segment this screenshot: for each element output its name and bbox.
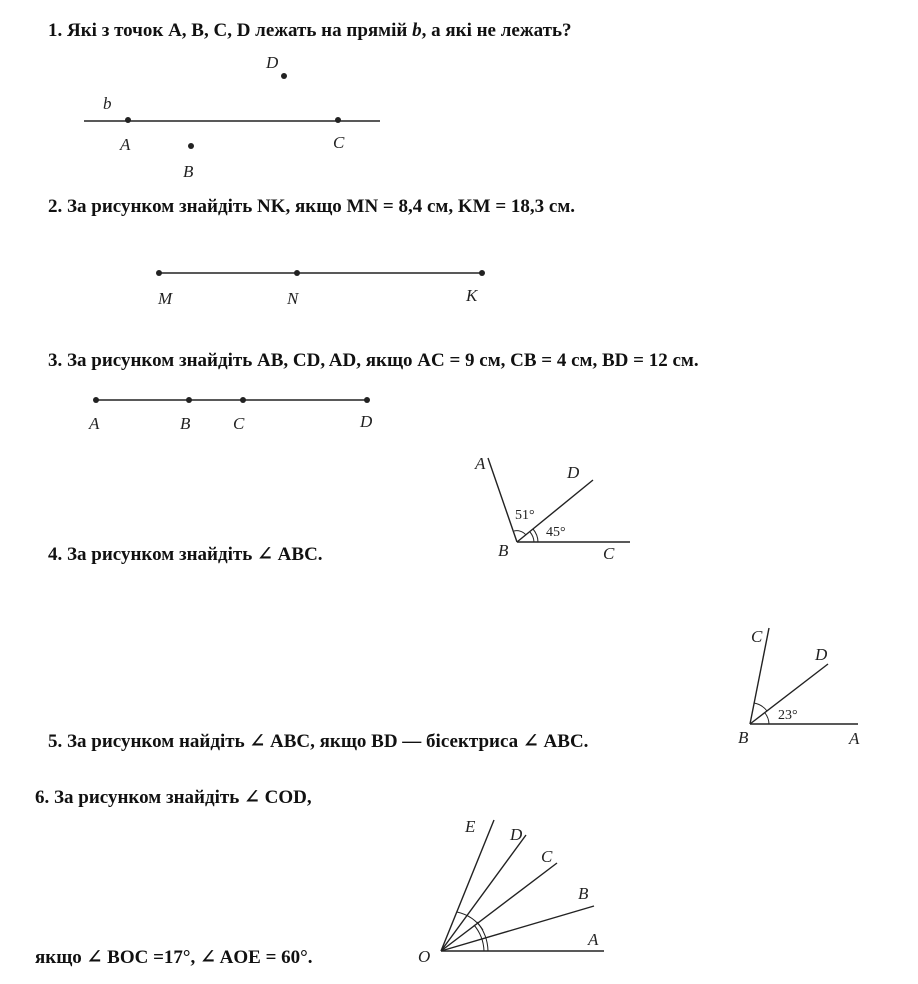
point-c — [335, 117, 341, 123]
point-c — [240, 397, 246, 403]
label-a: A — [588, 930, 599, 949]
angle-arc-dba — [765, 713, 769, 724]
figure-3 — [88, 397, 373, 433]
question-6-condition: якщо ∠ BOC =17°, ∠ AOE = 60°. — [35, 947, 313, 968]
label-a: A — [89, 414, 100, 433]
point-d — [281, 73, 287, 79]
angle-label-45: 45° — [546, 525, 566, 540]
label-b: B — [738, 728, 749, 747]
label-d: D — [360, 412, 373, 431]
ray-ob — [441, 906, 594, 951]
label-k: K — [466, 286, 478, 305]
point-a — [125, 117, 131, 123]
angle-arc-outer — [477, 922, 488, 951]
figure-2 — [156, 270, 485, 308]
question-3: 3. За рисунком знайдіть AB, CD, AD, якщо AC = 9 см, CB = 4 см, BD = 12 см. — [48, 350, 699, 371]
point-k — [479, 270, 485, 276]
question-1-text: 1. Які з точок A, B, C, D лежать на прямій — [48, 20, 413, 41]
point-a — [93, 397, 99, 403]
label-d: D — [815, 645, 828, 664]
label-c: C — [751, 627, 763, 646]
label-b: B — [183, 162, 194, 181]
label-a: A — [475, 454, 486, 473]
label-b: B — [180, 414, 191, 433]
question-4: 4. За рисунком знайдіть ∠ ABC. — [48, 544, 323, 565]
point-b — [186, 397, 192, 403]
point-b — [188, 143, 194, 149]
figure-4 — [474, 454, 630, 563]
question-2: 2. За рисунком знайдіть NK, якщо MN = 8,4 см, KM = 18,3 см. — [48, 196, 576, 217]
label-a: A — [849, 729, 860, 748]
label-c: C — [233, 414, 245, 433]
question-5: 5. За рисунком найдіть ∠ ABC, якщо BD — бісектриса ∠ ABC. — [48, 731, 589, 752]
label-line-b: b — [103, 94, 112, 113]
point-d — [364, 397, 370, 403]
angle-label-51: 51° — [515, 508, 535, 523]
angle-arc-abd — [514, 531, 526, 535]
point-n — [294, 270, 300, 276]
figure-1 — [84, 53, 380, 181]
figure-6 — [418, 817, 604, 966]
angle-arc-cbd — [754, 703, 767, 711]
label-d: D — [510, 825, 523, 844]
ray-ba — [488, 458, 517, 542]
angle-arc-dbc — [530, 532, 534, 542]
question-1-text-end: , а які не лежать? — [421, 20, 572, 41]
label-m: M — [158, 289, 173, 308]
label-o: O — [418, 947, 431, 966]
label-c: C — [333, 133, 345, 152]
question-6: 6. За рисунком знайдіть ∠ COD, — [35, 787, 312, 808]
angle-arc-inner — [457, 912, 483, 930]
label-c: C — [603, 544, 615, 563]
label-b: B — [578, 884, 589, 903]
figure-5 — [738, 627, 860, 748]
question-1-line-name: b — [412, 20, 422, 41]
ray-od — [441, 835, 526, 951]
label-e: E — [465, 817, 476, 836]
label-d: D — [567, 463, 580, 482]
label-a: A — [120, 135, 131, 154]
label-b: B — [498, 541, 509, 560]
label-c: C — [541, 847, 553, 866]
angle-label-23: 23° — [778, 708, 798, 723]
label-d: D — [266, 53, 279, 72]
point-m — [156, 270, 162, 276]
label-n: N — [287, 289, 299, 308]
